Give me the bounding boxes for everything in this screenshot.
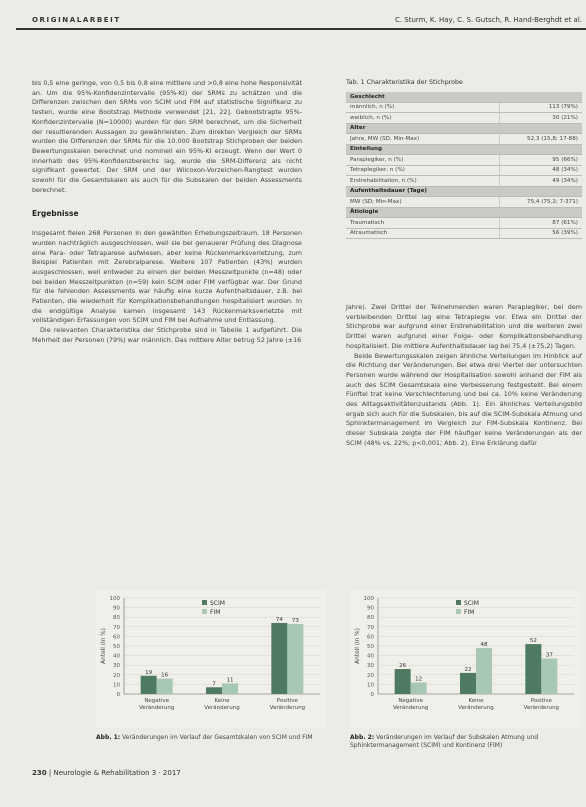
table-cell-value: 48 (34%) [500, 165, 583, 176]
y-tick-label: 0 [370, 692, 374, 698]
table-row [346, 228, 582, 239]
section-label: ORIGINALARBEIT [32, 16, 121, 24]
y-tick-label: 0 [116, 692, 120, 698]
x-tick-label: Keine [214, 698, 230, 704]
bar-fim [157, 679, 173, 694]
bar-value-label: 48 [480, 641, 488, 648]
sample-paragraph: Die relevanten Charakteristika der Stichprobe sind in Tabelle 1 aufgeführt. Die Mehrheit der Personen (79%) war männlich. Das mittlere Alter betrug 52 Jahre (±16 [32, 326, 302, 344]
y-tick-label: 90 [113, 605, 120, 612]
table-row [346, 165, 582, 176]
figure-2-label: Abb. 2: [350, 734, 375, 741]
bar-fim [541, 658, 557, 694]
y-tick-label: 40 [113, 653, 120, 660]
bar-scim [271, 623, 287, 694]
table-caption: Tab. 1 Charakteristika der Stichprobe [346, 79, 463, 86]
x-tick-label: Negative [144, 698, 170, 704]
figure-1-label: Abb. 1: [96, 734, 121, 741]
bar-fim [222, 683, 238, 694]
footer-separator: | [48, 769, 54, 777]
y-axis-label: Anteil (in %) [355, 628, 361, 664]
table-cell-label: männlich, n (%) [346, 102, 500, 113]
table-cell-label: Erstrehabilitation, n (%) [346, 176, 500, 187]
y-tick-label: 100 [363, 596, 374, 602]
table-cell-label: Atraumatisch [346, 228, 500, 239]
legend-swatch-fim [456, 609, 461, 614]
y-tick-label: 20 [367, 672, 374, 679]
table-cell-label: weiblich, n (%) [346, 113, 500, 124]
y-tick-label: 70 [367, 624, 374, 631]
table-group-header [346, 186, 582, 197]
x-tick-label: Veränderung [458, 705, 494, 711]
page-footer [32, 769, 181, 777]
bar-scim [141, 676, 157, 694]
table-row [346, 134, 582, 145]
bar-value-label: 73 [291, 617, 299, 624]
table-row [346, 113, 582, 124]
x-tick-label: Veränderung [138, 705, 175, 711]
figure-2 [350, 590, 580, 728]
journal-name: Neurologie & Rehabilitation 3 · 2017 [53, 769, 181, 777]
bar-scim [395, 669, 411, 694]
table-row [346, 102, 582, 113]
figure-1 [96, 590, 326, 728]
table-group-title: Einteilung [346, 144, 582, 155]
author-line: C. Sturm, K. Hay, C. S. Gutsch, R. Hand-Berghdt et al. [394, 16, 582, 24]
bar-value-label: 22 [464, 666, 472, 673]
legend-label-scim: SCIM [464, 600, 479, 607]
y-tick-label: 70 [113, 624, 120, 631]
x-tick-label: Veränderung [204, 705, 240, 711]
x-tick-label: Positive [276, 698, 298, 704]
bar-scim [460, 673, 476, 694]
table-cell-value: 52,3 (15,8; 17-88) [500, 134, 583, 145]
table-group-header [346, 92, 582, 102]
y-tick-label: 30 [113, 663, 120, 670]
y-tick-label: 60 [367, 634, 374, 641]
distribution-paragraph: Beide Bewertungsskalen zeigen ähnliche Verteilungen im Hinblick auf die Richtung der Veränderungen. Bei etwa drei Viertel der untersuchten Personen wurde während der Hospitalisation sowohl anhand der FIM als auch des SCIM Gesamtskala eine Verbesserung festgestellt. Bei einem Fünftel trat keine Verschlechterung und bei ca. 10% keine Veränderung des Alltagsaktivitätenzustands (Abb. 1). Ein ähnliches Verteilungsbild ergab sich auch für die Subskalen, bis auf die SCIM-Subskala Atmung und Sphinktermanagement im Vergleich zur FIM-Subskala Kontinenz. Bei dieser Subskala zeigte der FIM häufiger keine Veränderungen als der SCIM (48% vs. 22%; p<0,001; Abb. 2). Eine Erklärung dafür [346, 351, 582, 447]
table-row [346, 197, 582, 208]
y-tick-label: 10 [367, 682, 374, 689]
figure-1-text: Veränderungen im Verlauf der Gesamtskalen von SCIM und FIM [122, 734, 313, 741]
table-group-header [346, 144, 582, 155]
table-cell-value: 95 (66%) [500, 155, 583, 166]
results-paragraph: Insgesamt fielen 268 Personen in den gewählten Erhebungszeitraum. 18 Personen wurden nachträglich ausgeschlossen, weil sie bei genauerer Prüfung des Diagnose eine Para- oder Tetraparese aufwiesen, aber keine Rückenmarksverletzung, zum Beispiel Patienten mit Zerebralparese. Weitere 107 Patienten (43%) wurden ausgeschlossen, weil entweder zu einem der beiden Messzeitpunkte (n=48) oder bei beiden Messzeitpunkten (n=59) kein SCIM oder FIM verfügbar war. Der Grund für die fehlenden Assessments war häufig eine kurze Aufenthaltsdauer, z.B. bei Patienten, die wiederholt für Komplikationsbehandlungen hospitalisiert wurden. In die endgültige Analyse kamen insgesamt 143 Rückenmarksverletzte mit vollständigen Erfassungen von SCIM und FIM bei Aufnahme und Entlassung. [32, 229, 302, 325]
figure-1-caption [96, 734, 326, 742]
bar-value-label: 52 [529, 638, 537, 645]
x-tick-label: Veränderung [392, 705, 429, 711]
results-paragraph-continued: Jahre). Zwei Drittel der Teilnehmenden waren Paraplegiker, bei dem verbleibenden Drittel lag eine Tetraplegie vor. Etwa ein Drittel der Stichprobe war aufgrund einer Erstrehabilitation und die weiteren zwei Drittel waren aufgrund einer Folge- oder Komplikationsbehandlung hospitalisiert. Die mittlere Aufenthaltsdauer lag bei 75,4 (±75,2) Tagen. [346, 303, 582, 350]
right-column [346, 303, 582, 449]
bar-value-label: 37 [545, 652, 553, 659]
legend-label-scim: SCIM [210, 600, 225, 607]
bar-fim [287, 624, 303, 694]
y-tick-label: 10 [113, 682, 120, 689]
figure-1-chart [96, 590, 326, 728]
table-row [346, 155, 582, 166]
figure-2-text: Veränderungen im Verlauf der Subskalen Atmung und Sphinktermanagement (SCIM) und Kontinenz (FIM) [350, 734, 539, 749]
table-group-title: Ätiologie [346, 207, 582, 218]
table-cell-label: MW (SD; Min-Max) [346, 197, 500, 208]
header-rule [16, 28, 586, 30]
table-group-header [346, 123, 582, 134]
table-cell-label: Jahre, MW (SD, Min-Max) [346, 134, 500, 145]
page-number: 230 [32, 769, 47, 777]
y-tick-label: 30 [367, 663, 374, 670]
table-cell-value: 75,4 (75,2; 7-371) [500, 197, 583, 208]
x-tick-label: Negative [398, 698, 424, 704]
table-row [346, 218, 582, 229]
table-cell-label: Tetraplegiker, n (%) [346, 165, 500, 176]
table-cell-label: Paraplegiker, n (%) [346, 155, 500, 166]
y-tick-label: 60 [113, 634, 120, 641]
characteristics-table [346, 92, 582, 239]
bar-value-label: 12 [415, 676, 423, 683]
table-cell-value: 30 (21%) [500, 113, 583, 124]
legend-swatch-fim [202, 609, 207, 614]
methods-paragraph: bis 0,5 eine geringe, von 0,5 bis 0,8 eine mittlere und >0,8 eine hohe Responsivität an. Um die 95%-Konfidenzintervalle (95%-KI) der SRMs zu schätzen und die Differenzen zwischen den SRMs von SCIM und FIM auf statistische Signifikanz zu testen, wurde eine Bootstrap Methode verwendet [21, 22]. Gebootstrapte 95%-Konfidenzintervalle (N=10000) wurden für den SRM berechnet, um die Sicherheit der resultierenden Aussagen zu gewährleisten. Zum direkten Vergleich der SRMs wurden die Differenzen der SRMs für die 10.000 Bootstrap Stichproben der beiden Bewertungsskalen berechnet und nominell ein 95%-KI erzeugt. Wenn der Wert 0 innerhalb des 95%-Konfidenzbereichs lag, wurde die SRM-Differenz als nicht signifikant gewertet. Der SRM und der Wilcoxon-Vorzeichen-Rangtest wurden sowohl für die Gesamtskalen als auch für die Subskalen der beiden Assessments berechnet. [32, 79, 302, 194]
table-cell-value: 87 (61%) [500, 218, 583, 229]
y-tick-label: 20 [113, 672, 120, 679]
y-tick-label: 50 [367, 644, 374, 650]
bar-value-label: 19 [145, 669, 153, 676]
bar-value-label: 16 [161, 672, 169, 679]
x-tick-label: Veränderung [269, 705, 306, 711]
y-tick-label: 50 [113, 644, 120, 650]
y-tick-label: 100 [109, 596, 120, 602]
table-cell-value: 49 (34%) [500, 176, 583, 187]
bar-fim [476, 648, 492, 694]
bar-value-label: 74 [275, 616, 283, 623]
y-tick-label: 40 [367, 653, 374, 660]
table-group-header [346, 207, 582, 218]
table-cell-label: Traumatisch [346, 218, 500, 229]
table-group-title: Alter [346, 123, 582, 134]
figure-2-caption [350, 734, 580, 750]
bar-value-label: 26 [399, 663, 407, 670]
bar-fim [411, 682, 427, 694]
table-row [346, 176, 582, 187]
bar-value-label: 7 [212, 681, 216, 688]
figure-2-chart [350, 590, 580, 728]
section-heading: Ergebnisse [32, 209, 79, 219]
x-tick-label: Veränderung [523, 705, 560, 711]
table-cell-value: 113 (79%) [500, 102, 583, 113]
y-tick-label: 80 [367, 615, 374, 622]
legend-label-fim: FIM [464, 609, 475, 616]
table-cell-value: 56 (39%) [500, 228, 583, 239]
y-axis-label: Anteil (in %) [101, 628, 107, 664]
table-group-title: Geschlecht [346, 92, 582, 102]
y-tick-label: 90 [367, 605, 374, 612]
legend-swatch-scim [202, 600, 207, 605]
x-tick-label: Keine [468, 698, 484, 704]
table-group-title: Aufenthaltsdauer (Tage) [346, 186, 582, 197]
left-column [32, 79, 302, 346]
bar-scim [206, 687, 222, 694]
bar-scim [525, 644, 541, 694]
legend-label-fim: FIM [210, 609, 221, 616]
bar-value-label: 11 [226, 677, 234, 684]
legend-swatch-scim [456, 600, 461, 605]
x-tick-label: Positive [530, 698, 552, 704]
y-tick-label: 80 [113, 615, 120, 622]
